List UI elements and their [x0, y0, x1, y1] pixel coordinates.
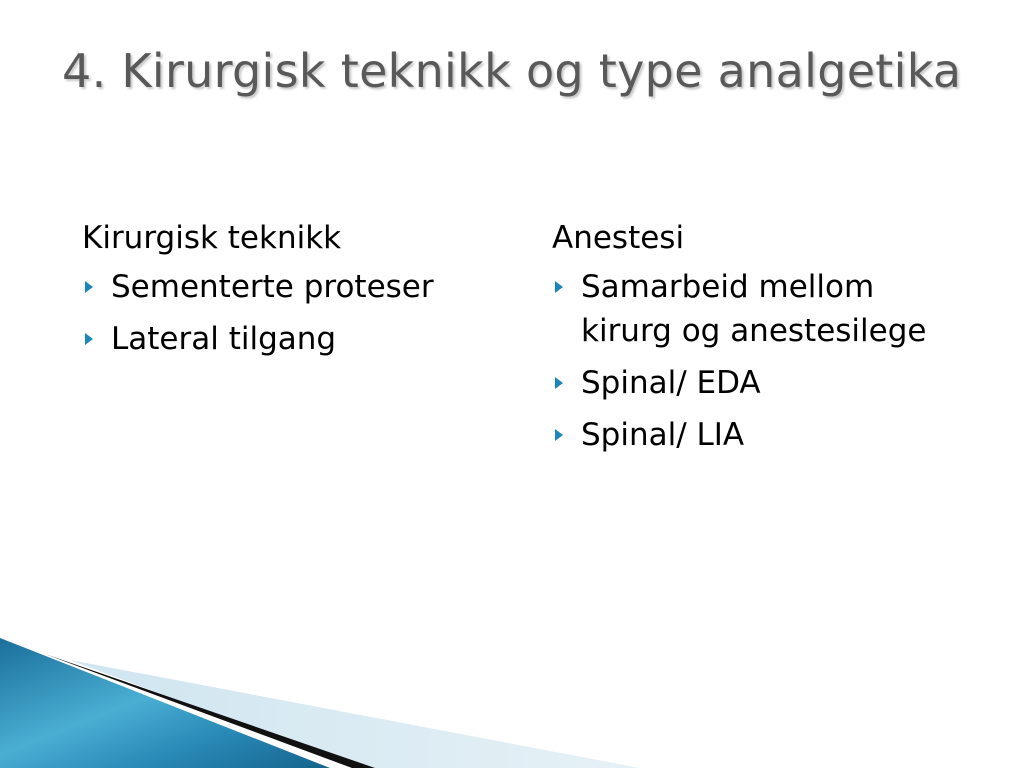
left-column	[82, 215, 512, 369]
slide-title: 4. Kirurgisk teknikk og type analgetika	[62, 44, 962, 98]
triangle-bullet-icon	[555, 281, 563, 293]
list-item	[552, 265, 952, 353]
triangle-bullet-icon	[555, 377, 563, 389]
triangle-bullet-icon	[85, 281, 93, 293]
list-item	[552, 361, 952, 405]
list-item-text: Spinal/ EDA	[581, 365, 761, 401]
list-item-text: Sementerte proteser	[111, 269, 434, 305]
right-column	[552, 215, 952, 465]
list-item	[82, 265, 512, 309]
decorative-swoosh	[0, 638, 1024, 768]
list-item	[82, 317, 512, 361]
triangle-bullet-icon	[85, 333, 93, 345]
right-bullet-list	[552, 265, 952, 457]
list-item-text: Lateral tilgang	[111, 321, 337, 357]
list-item-text: Samarbeid mellom kirurg og anestesilege	[581, 269, 927, 349]
left-column-heading: Kirurgisk teknikk	[82, 220, 342, 256]
list-item-text: Spinal/ LIA	[581, 417, 745, 453]
right-column-heading: Anestesi	[552, 220, 685, 256]
triangle-bullet-icon	[555, 429, 563, 441]
list-item	[552, 413, 952, 457]
left-bullet-list	[82, 265, 512, 361]
